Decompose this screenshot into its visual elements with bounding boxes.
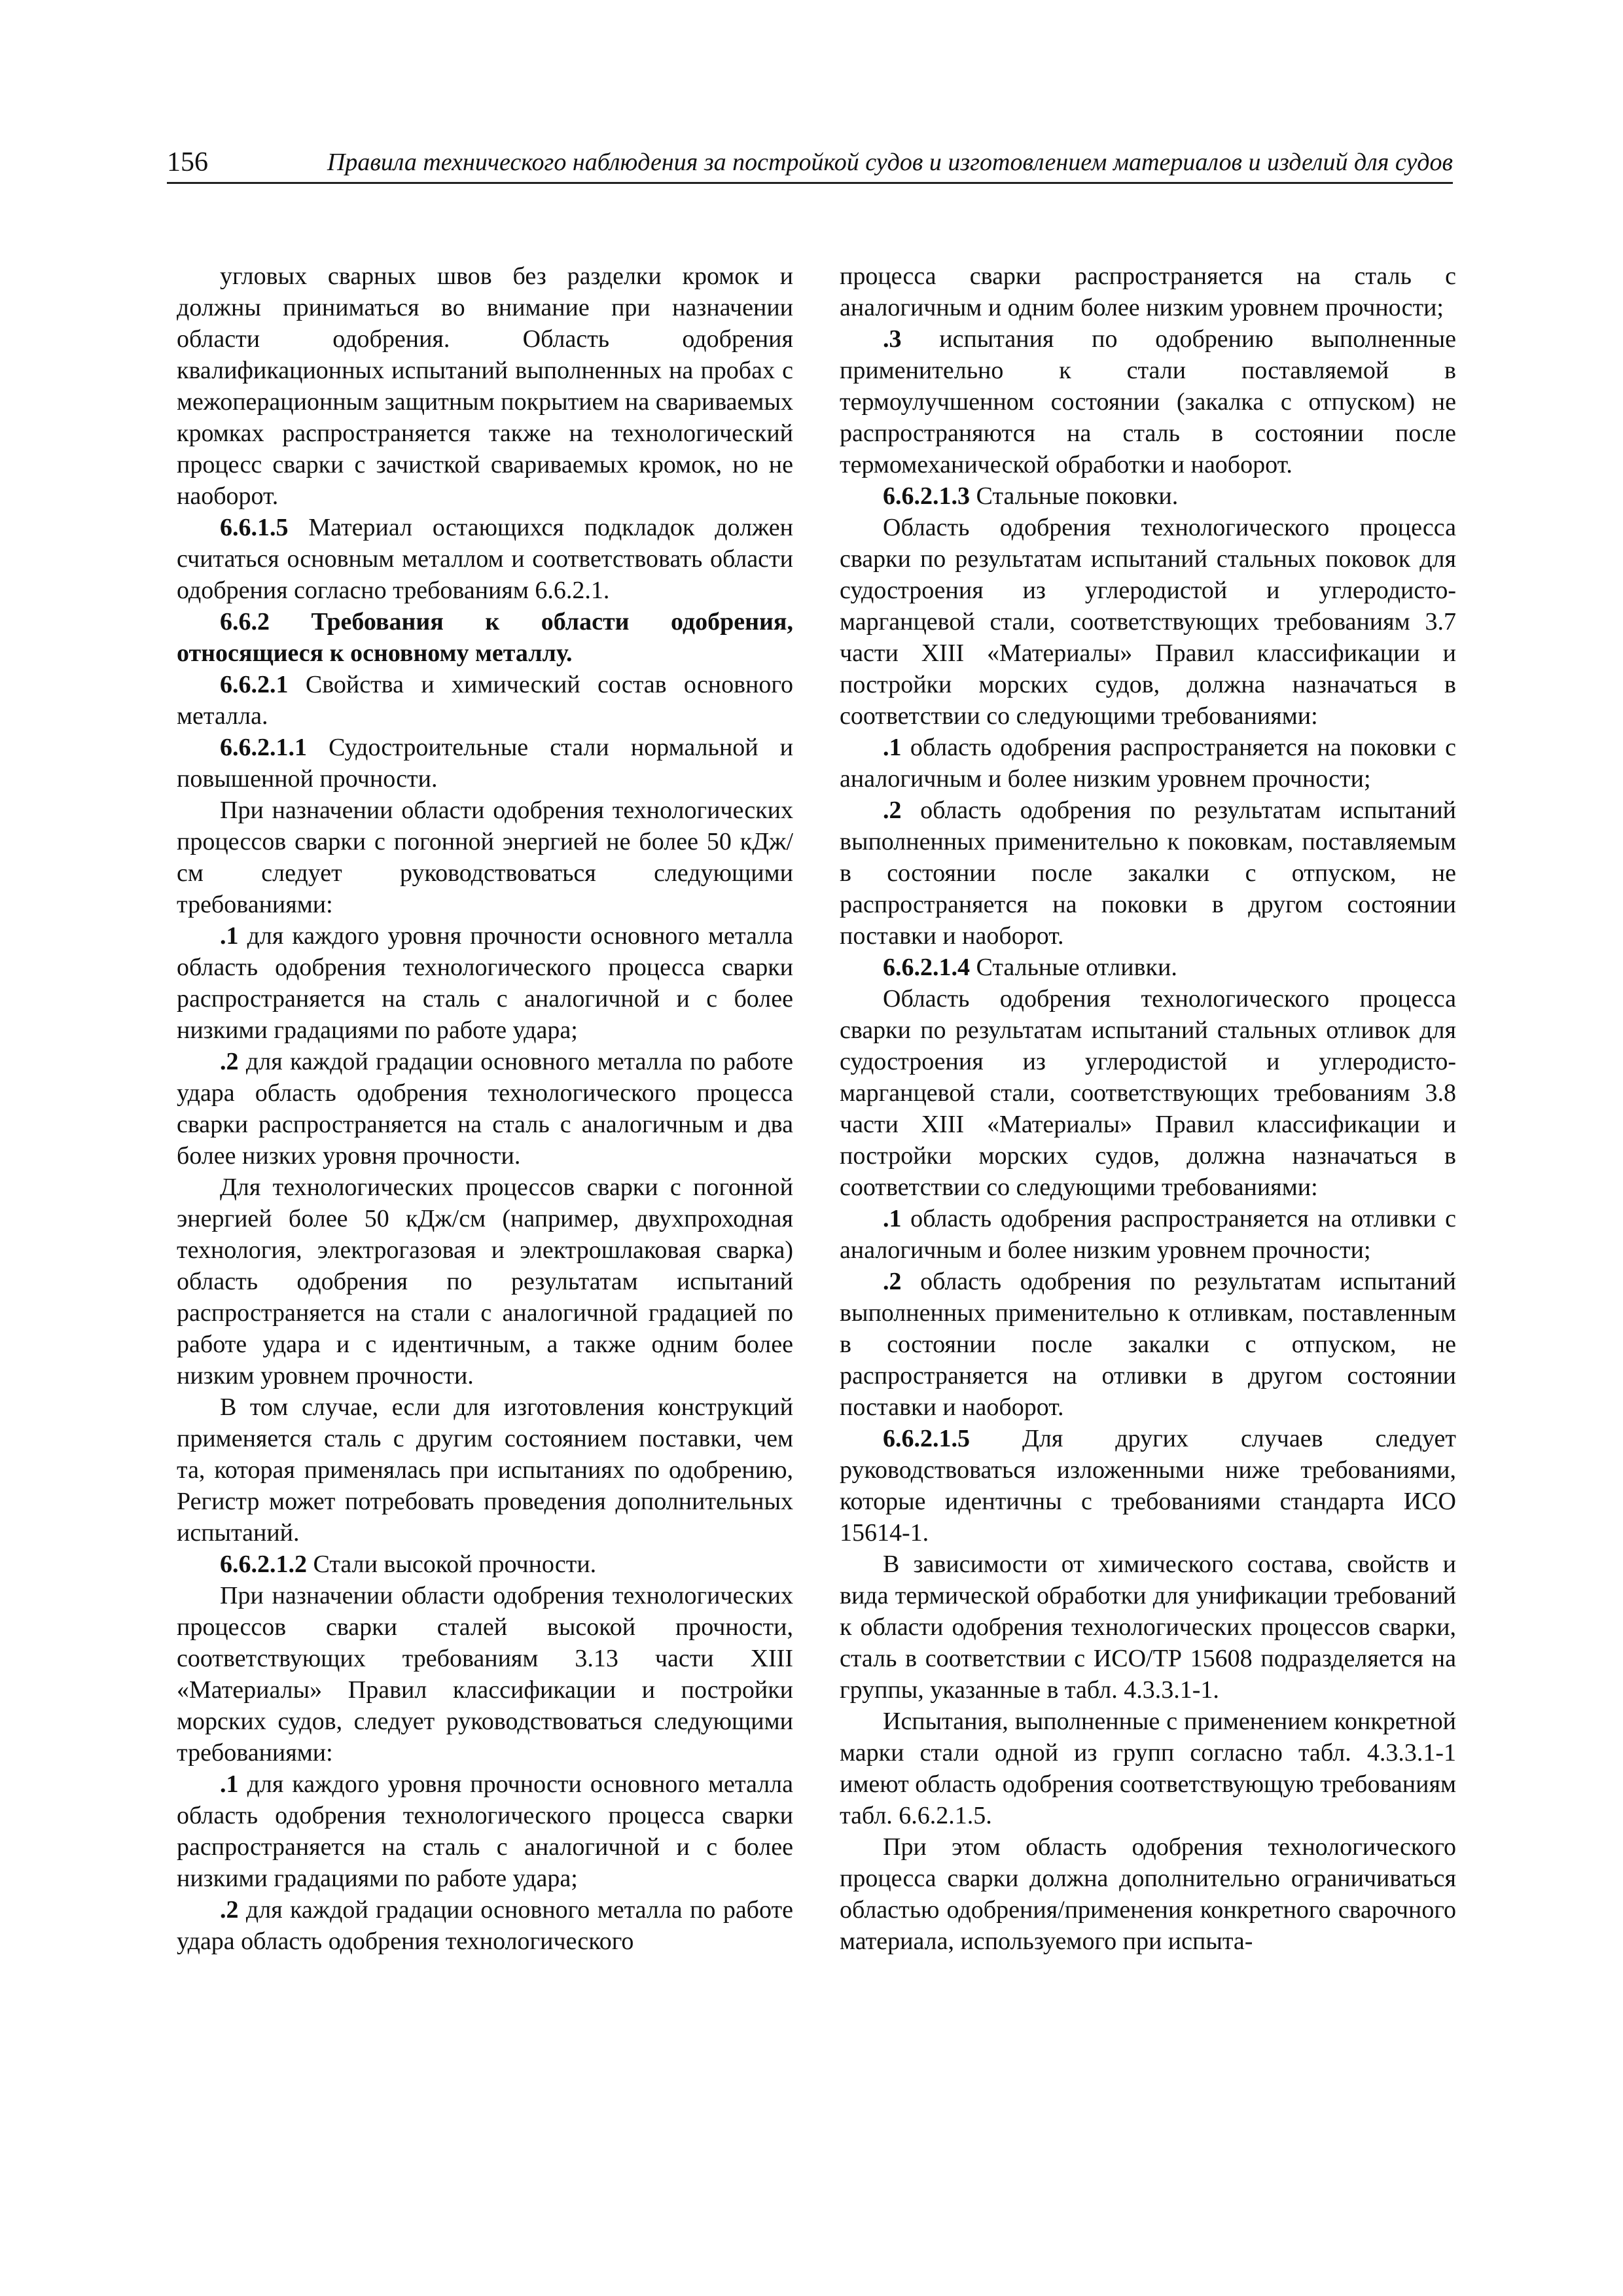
paragraph-text: для каждого уровня прочности основного металла область одобрения технологического процесса сварки распространяется на сталь с аналогичной и с более низкими градациями по работе удара;: [177, 1770, 793, 1892]
paragraph: [177, 1549, 793, 1580]
paragraph-text: для каждого уровня прочности основного металла область одобрения технологического процесса сварки распространяется на сталь с аналогичной и с более низкими градациями по работе удара;: [177, 922, 793, 1044]
paragraph-text: Материал остающихся подкладок должен считаться основным металлом и соответствовать области одобрения согласно требованиям 6.6.2.1.: [177, 514, 793, 604]
paragraph-text: для каждой градации основного металла по работе удара область одобрения технологического процесса сварки распространяется на сталь с аналогичным и два более низких уровня прочности.: [177, 1048, 793, 1170]
paragraph-text: для каждой градации основного металла по работе удара область одобрения технологического: [177, 1896, 793, 1955]
paragraph-text: область одобрения по результатам испытаний выполненных применительно к отливкам, поставленным в состоянии после закалки с отпуском, не распространяется на отливки в другом состоянии поставки и наоборот.: [840, 1268, 1456, 1421]
right-column: [840, 260, 1456, 1957]
paragraph: [840, 1203, 1456, 1266]
paragraph: [177, 1046, 793, 1172]
paragraph: [177, 606, 793, 669]
paragraph: [177, 732, 793, 795]
paragraph-text: Испытания, выполненные с применением конкретной марки стали одной из групп согласно табл. 4.3.3.1-1 имеют область одобрения соответствующую требованиям табл. 6.6.2.1.5.: [840, 1708, 1456, 1829]
page-header: [167, 143, 1453, 184]
paragraph: [840, 1831, 1456, 1957]
clause-number: 6.6.2.1.4: [883, 954, 970, 981]
paragraph-text: В зависимости от химического состава, свойств и вида термической обработки для унификации требований к области одобрения технологических процессов сварки, сталь в соответствии с ИСО/ТР 15608 подразделяется на группы, указанные в табл. 4.3.3.1-1.: [840, 1551, 1456, 1704]
paragraph-text: область одобрения распространяется на отливки с аналогичным и более низким уровнем прочности;: [840, 1205, 1456, 1264]
paragraph-text: Судостроительные стали нормальной и повышенной прочности.: [177, 734, 793, 793]
paragraph: [840, 512, 1456, 732]
clause-number: .3: [883, 325, 902, 353]
paragraph-text: Для технологических процессов сварки с погонной энергией более 50 кДж/см (например, двухпроходная технология, электрогазовая и электрошлаковая сварка) область одобрения по результатам испытаний распространяется на стали с аналогичной градацией по работе удара и с идентичным, а также одним более низким уровнем прочности.: [177, 1174, 793, 1390]
paragraph: [840, 323, 1456, 480]
paragraph: [177, 260, 793, 512]
clause-number: .2: [883, 797, 902, 824]
clause-number: 6.6.2 Требования к области одобрения, относящиеся к основному металлу.: [177, 608, 793, 667]
paragraph: [177, 512, 793, 606]
paragraph: [177, 1172, 793, 1391]
clause-number: 6.6.1.5: [220, 514, 289, 541]
paragraph-text: процесса сварки распространяется на сталь с аналогичным и одним более низким уровнем прочности;: [840, 262, 1456, 321]
clause-number: 6.6.2.1.2: [220, 1551, 307, 1578]
paragraph-text: Стальные отливки.: [970, 954, 1177, 981]
page-number: 156: [167, 147, 208, 177]
paragraph-text: область одобрения распространяется на поковки с аналогичным и более низким уровнем прочности;: [840, 734, 1456, 793]
paragraph-text: угловых сварных швов без разделки кромок и должны приниматься во внимание при назначении области одобрения. Область одобрения квалификационных испытаний выполненных на пробах с межоперационным защитным покрытием на свариваемых кромках распространяется также на технологический процесс сварки с зачисткой свариваемых кромок, но не наоборот.: [177, 262, 793, 510]
paragraph-text: В том случае, если для изготовления конструкций применяется сталь с другим состоянием поставки, чем та, которая применялась при испытаниях по одобрению, Регистр может потребовать проведения дополнительных испытаний.: [177, 1393, 793, 1547]
clause-number: .2: [220, 1896, 239, 1924]
left-column: [177, 260, 793, 1957]
paragraph: [840, 983, 1456, 1203]
running-title: Правила технического наблюдения за постройкой судов и изготовлением материалов и изделий для судов: [327, 149, 1453, 176]
paragraph: [177, 920, 793, 1046]
paragraph-text: Для других случаев следует руководствоваться изложенными ниже требованиями, которые идентичны с требованиями стандарта ИСО 15614-1.: [840, 1425, 1456, 1547]
paragraph-text: При этом область одобрения технологического процесса сварки должна дополнительно ограничиваться областью одобрения/применения конкретного сварочного материала, используемого при испыта-: [840, 1833, 1456, 1955]
paragraph-text: область одобрения по результатам испытаний выполненных применительно к поковкам, поставляемым в состоянии после закалки с отпуском, не распространяется на поковки в другом состоянии поставки и наоборот.: [840, 797, 1456, 950]
paragraph: [840, 480, 1456, 512]
paragraph-text: Свойства и химический состав основного металла.: [177, 671, 793, 730]
clause-number: .2: [883, 1268, 902, 1295]
clause-number: .1: [220, 922, 239, 950]
paragraph-text: Область одобрения технологического процесса сварки по результатам испытаний стальных отливок для судостроения из углеродистой и углеродисто-марганцевой стали, соответствующих требованиям 3.8 части XIII «Материалы» Правил классификации и постройки морских судов, должна назначаться в соответствии со следующими требованиями:: [840, 985, 1456, 1201]
clause-number: .1: [883, 1205, 902, 1232]
paragraph: [840, 1706, 1456, 1831]
clause-number: 6.6.2.1: [220, 671, 289, 698]
paragraph-text: При назначении области одобрения технологических процессов сварки с погонной энергией не более 50 кДж/см следует руководствоваться следующими требованиями:: [177, 797, 793, 918]
clause-number: .2: [220, 1048, 239, 1075]
paragraph: [840, 732, 1456, 795]
paragraph-text: Стали высокой прочности.: [307, 1551, 597, 1578]
paragraph: [840, 952, 1456, 983]
paragraph: [177, 1580, 793, 1768]
clause-number: .1: [220, 1770, 239, 1798]
clause-number: 6.6.2.1.5: [883, 1425, 970, 1452]
paragraph-text: испытания по одобрению выполненные применительно к стали поставляемой в термоулучшенном состоянии (закалка с отпуском) не распространяются на сталь в состоянии после термомеханической обработки и наоборот.: [840, 325, 1456, 478]
clause-number: .1: [883, 734, 902, 761]
clause-number: 6.6.2.1.3: [883, 482, 970, 510]
paragraph: [840, 260, 1456, 323]
paragraph: [840, 795, 1456, 952]
paragraph: [840, 1549, 1456, 1706]
paragraph-text: При назначении области одобрения технологических процессов сварки сталей высокой прочности, соответствующих требованиям 3.13 части XIII «Материалы» Правил классификации и постройки морских судов, следует руководствоваться следующими требованиями:: [177, 1582, 793, 1767]
paragraph: [177, 669, 793, 732]
paragraph: [177, 1391, 793, 1549]
paragraph: [177, 1894, 793, 1957]
clause-number: 6.6.2.1.1: [220, 734, 307, 761]
paragraph: [840, 1266, 1456, 1423]
paragraph-text: Область одобрения технологического процесса сварки по результатам испытаний стальных поковок для судостроения из углеродистой и углеродисто-марганцевой стали, соответствующих требованиям 3.7 части XIII «Материалы» Правил классификации и постройки морских судов, должна назначаться в соответствии со следующими требованиями:: [840, 514, 1456, 730]
paragraph-text: Стальные поковки.: [970, 482, 1179, 510]
paragraph: [177, 1768, 793, 1894]
paragraph: [177, 795, 793, 920]
paragraph: [840, 1423, 1456, 1549]
